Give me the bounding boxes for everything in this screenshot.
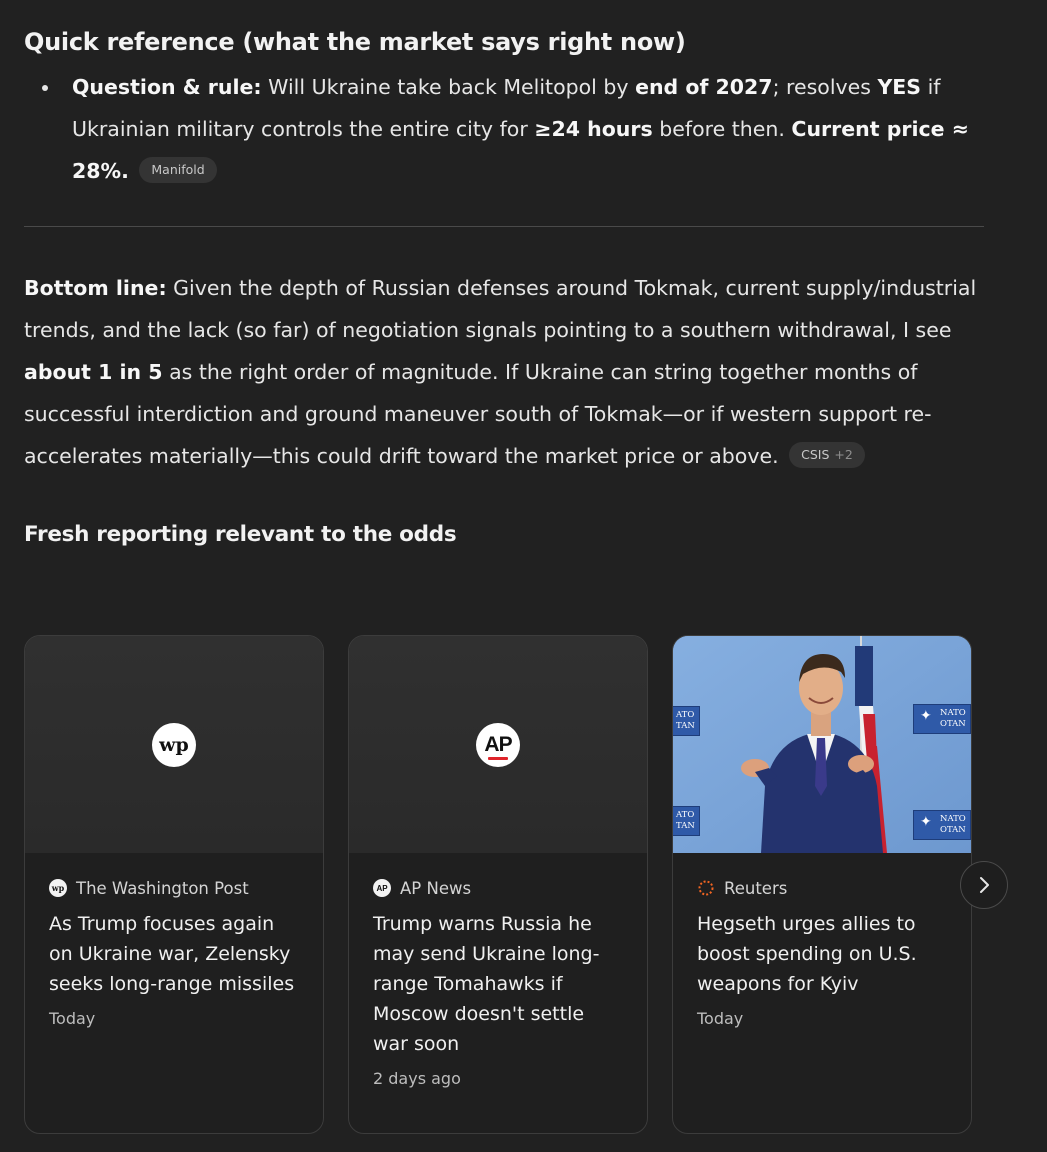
card-headline[interactable]: As Trump focuses again on Ukraine war, Zelensky seeks long-range missiles: [49, 913, 295, 995]
bottom-line-paragraph: [24, 267, 989, 477]
source-name: AP News: [400, 878, 472, 898]
ap-logo-icon: [476, 723, 520, 767]
source-name: Reuters: [724, 878, 788, 898]
nato-label: ATO: [676, 710, 695, 720]
otan-label: TAN: [676, 721, 695, 731]
card-headline[interactable]: Trump warns Russia he may send Ukraine long-range Tomahawks if Moscow doesn't settle war soon: [373, 913, 600, 1055]
nato-label: ATO: [676, 810, 695, 820]
washington-post-icon: wp: [49, 879, 67, 897]
card-photo: [673, 636, 971, 853]
bold-text: YES: [877, 75, 922, 99]
ap-logo-underline: [488, 757, 508, 760]
news-card[interactable]: [348, 635, 648, 1134]
otan-label: TAN: [676, 821, 695, 831]
bottom-line-label: Bottom line:: [24, 276, 167, 300]
nato-star-icon: ✦: [920, 814, 932, 830]
quick-reference-list: [24, 66, 989, 192]
paragraph-text: Given the depth of Russian defenses around Tokmak, current supply/industrial trends, and the lack (so far) of negotiation signals pointing to a southern withdrawal, I see: [24, 276, 977, 342]
source-pill-count: +2: [834, 447, 853, 462]
logo-text: wp: [159, 733, 189, 756]
card-headline[interactable]: Hegseth urges allies to boost spending on U.S. weapons for Kyiv: [697, 913, 917, 995]
news-card[interactable]: [672, 635, 972, 1134]
card-source: [697, 877, 947, 899]
source-name: The Washington Post: [76, 878, 249, 898]
bullet-text: before then.: [652, 117, 792, 141]
news-carousel: [24, 635, 972, 1134]
logo-text: AP: [484, 732, 512, 756]
reuters-icon: [697, 879, 715, 897]
nato-sign: [913, 810, 971, 840]
response-content: [24, 20, 989, 557]
card-image-placeholder: [25, 636, 323, 853]
bullet-text: Will Ukraine take back Melitopol by: [261, 75, 636, 99]
nato-label: NATO: [940, 814, 966, 824]
source-pill-label: Manifold: [151, 162, 205, 177]
source-pill-csis[interactable]: [789, 442, 865, 468]
current-price-text: Current price ≈ 28%.: [72, 117, 969, 183]
nato-sign: [913, 704, 971, 734]
nato-star-icon: ✦: [920, 708, 932, 724]
divider: [24, 226, 984, 227]
question-rule-label: Question & rule:: [72, 75, 262, 99]
nato-sign-partial: [673, 806, 700, 836]
ap-news-icon: AP: [373, 879, 391, 897]
nato-label: NATO: [940, 708, 966, 718]
paragraph-text: as the right order of magnitude. If Ukraine can string together months of successful interdiction and ground maneuver south of Tokmak—or if western support re-accelerates materially—this could drift toward the market price or above.: [24, 360, 932, 468]
bold-text: ≥24 hours: [534, 117, 653, 141]
washington-post-logo-icon: [152, 723, 196, 767]
nato-sign-partial: [673, 706, 700, 736]
source-pill-label: CSIS: [801, 447, 830, 462]
otan-label: OTAN: [940, 825, 966, 835]
carousel-next-button[interactable]: [960, 861, 1008, 909]
bold-text: end of 2027: [635, 75, 773, 99]
quick-reference-heading: Quick reference (what the market says right now): [24, 28, 686, 56]
bold-text: about 1 in 5: [24, 360, 163, 384]
otan-label: OTAN: [940, 719, 966, 729]
card-date: Today: [697, 1009, 744, 1028]
fresh-reporting-heading: Fresh reporting relevant to the odds: [24, 522, 457, 547]
card-source: [49, 877, 299, 899]
bullet-text: if Ukrainian military controls the entire city for: [72, 75, 941, 141]
card-date: Today: [49, 1009, 96, 1028]
list-item: [24, 66, 989, 192]
chevron-right-icon: [974, 875, 994, 895]
bullet-text: ; resolves: [772, 75, 878, 99]
source-pill-manifold[interactable]: [139, 157, 216, 183]
card-image-placeholder: [349, 636, 647, 853]
card-date: 2 days ago: [373, 1069, 461, 1088]
news-card[interactable]: [24, 635, 324, 1134]
card-source: [373, 877, 623, 899]
